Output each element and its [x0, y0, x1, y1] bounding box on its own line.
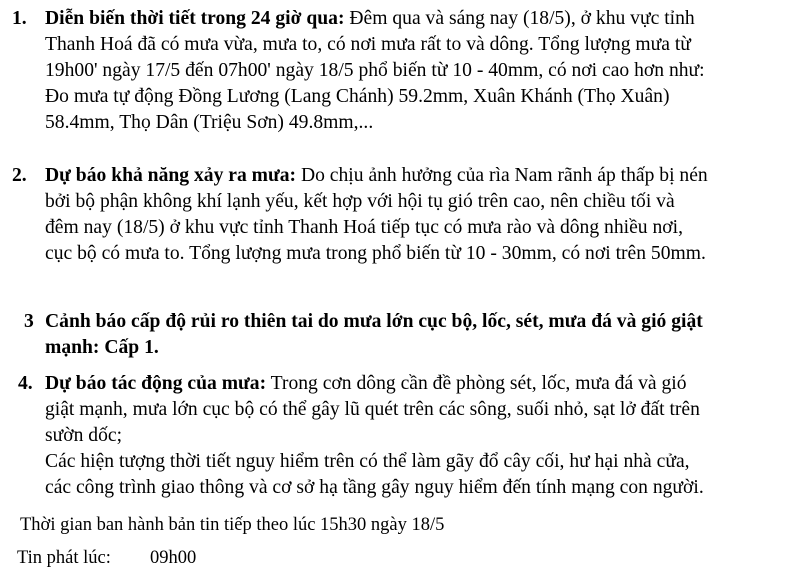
section-heading: mạnh: Cấp 1.: [45, 337, 159, 358]
section-heading: Cảnh báo cấp độ rủi ro thiên tai do mưa lớn cục bộ, lốc, sét, mưa đá và gió giật: [45, 311, 703, 332]
section-number: 3: [24, 311, 34, 332]
issued-time: 09h00: [150, 548, 197, 568]
issued-label: Tin phát lúc:: [17, 548, 111, 568]
paragraph-line: Các hiện tượng thời tiết nguy hiểm trên có thể làm gãy đổ cây cối, hư hại nhà cửa,: [45, 451, 690, 472]
paragraph-line: các công trình giao thông và cơ sở hạ tầng gây nguy hiểm đến tính mạng con người.: [45, 477, 704, 498]
paragraph-line: Do chịu ảnh hưởng của rìa Nam rãnh áp thấp bị nén: [296, 165, 708, 186]
section-number: 1.: [12, 8, 27, 29]
section-number: 2.: [12, 165, 27, 186]
section-heading: Dự báo khả năng xảy ra mưa:: [45, 165, 297, 186]
first-line: [45, 371, 704, 397]
paragraph-line: Đo mưa tự động Đồng Lương (Lang Chánh) 59.2mm, Xuân Khánh (Thọ Xuân): [45, 86, 670, 107]
section-body: [45, 309, 703, 361]
next-bulletin-notice: Thời gian ban hành bản tin tiếp theo lúc 15h30 ngày 18/5: [20, 515, 445, 535]
section-body: [45, 163, 708, 267]
paragraph-line: Thanh Hoá đã có mưa vừa, mưa to, có nơi mưa rất to và dông. Tổng lượng mưa từ: [45, 34, 691, 55]
section-number: 4.: [18, 373, 33, 394]
paragraph-line: bởi bộ phận không khí lạnh yếu, kết hợp với hội tụ gió trên cao, nên chiều tối và: [45, 191, 675, 212]
paragraph-line: 19h00' ngày 17/5 đến 07h00' ngày 18/5 phổ biến từ 10 - 40mm, có nơi cao hơn như:: [45, 60, 705, 81]
paragraph-line: Trong cơn dông cần đề phòng sét, lốc, mưa đá và gió: [266, 373, 687, 394]
paragraph-line: Đêm qua và sáng nay (18/5), ở khu vực tỉnh: [344, 8, 695, 29]
section-heading: Dự báo tác động của mưa:: [45, 373, 267, 394]
paragraph-line: cục bộ có mưa to. Tổng lượng mưa trong phổ biến từ 10 - 30mm, có nơi trên 50mm.: [45, 243, 706, 264]
first-line: [45, 6, 705, 32]
section-body: [45, 6, 705, 136]
paragraph-line: giật mạnh, mưa lớn cục bộ có thể gây lũ quét trên các sông, suối nhỏ, sạt lở đất trên: [45, 399, 700, 420]
paragraph-line: sườn dốc;: [45, 425, 123, 446]
paragraph-line: đêm nay (18/5) ở khu vực tỉnh Thanh Hoá tiếp tục có mưa rào và dông nhiều nơi,: [45, 217, 683, 238]
section-heading: Diễn biến thời tiết trong 24 giờ qua:: [45, 8, 345, 29]
section-body: [45, 371, 704, 501]
first-line: [45, 163, 708, 189]
paragraph-line: 58.4mm, Thọ Dân (Triệu Sơn) 49.8mm,...: [45, 112, 374, 133]
